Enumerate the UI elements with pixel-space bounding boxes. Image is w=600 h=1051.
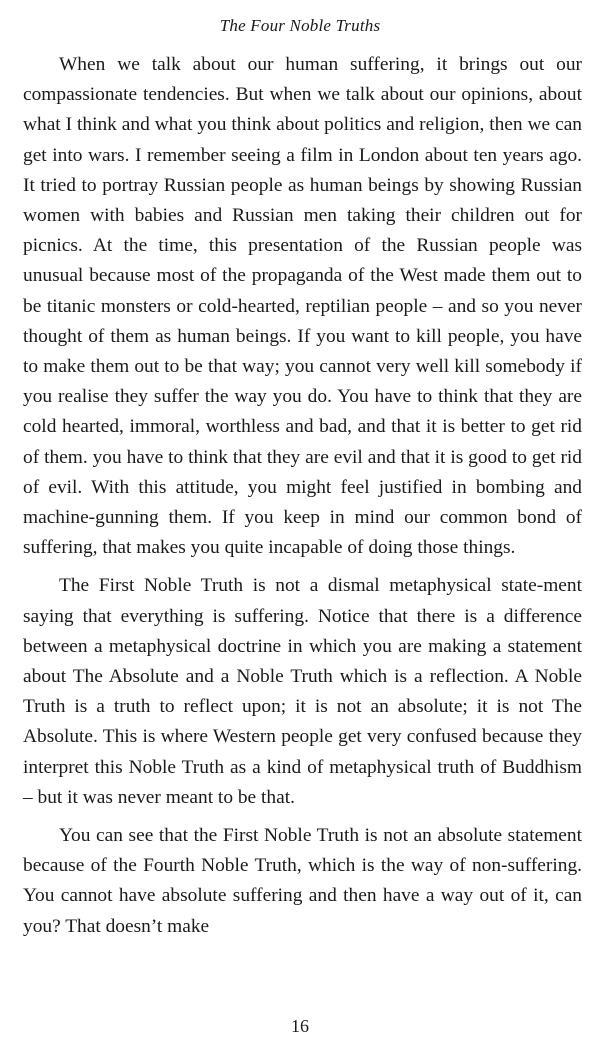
- paragraph-3: You can see that the First Noble Truth is not an absolute statement because of the Fourth Noble Truth, which is the way of non-suffering. You cannot have absolute suffering and then have a way out of it, can you? That doesn’t make: [23, 825, 582, 937]
- body-text: [23, 50, 582, 950]
- running-header: The Four Noble Truths: [219, 16, 381, 35]
- paragraph-2: The First Noble Truth is not a dismal metaphysical state-ment saying that everything is suffering. Notice that there is a difference between a metaphysical doctrine in which you are making a statement about The Absolute and a Noble Truth which is a reflection. A Noble Truth is a truth to reflect upon; it is not an absolute; it is not The Absolute. This is where Western people get very confused because they interpret this Noble Truth as a kind of metaphysical truth of Buddhism – but it was never meant to be that.: [23, 575, 582, 808]
- paragraph-1: When we talk about our human suffering, it brings out our compassionate tendencies. But when we talk about our opinions, about what I think and what you think about politics and religion, then we can get into wars. I remember seeing a film in London about ten years ago. It tried to portray Russian people as human beings by showing Russian women with babies and Russian men taking their children out for picnics. At the time, this presentation of the Russian people was unusual because most of the propaganda of the West made them out to be titanic monsters or cold-hearted, reptilian people – and so you never thought of them as human beings. If you want to kill people, you have to make them out to be that way; you cannot very well kill somebody if you realise they suffer the way you do. You have to think that they are cold hearted, immoral, worthless and bad, and that it is better to get rid of them. you have to think that they are evil and that it is good to get rid of evil. With this attitude, you might feel justified in bombing and machine-gunning them. If you keep in mind our common bond of suffering, that makes you quite incapable of doing those things.: [23, 54, 582, 559]
- page-number: 16: [291, 1016, 309, 1036]
